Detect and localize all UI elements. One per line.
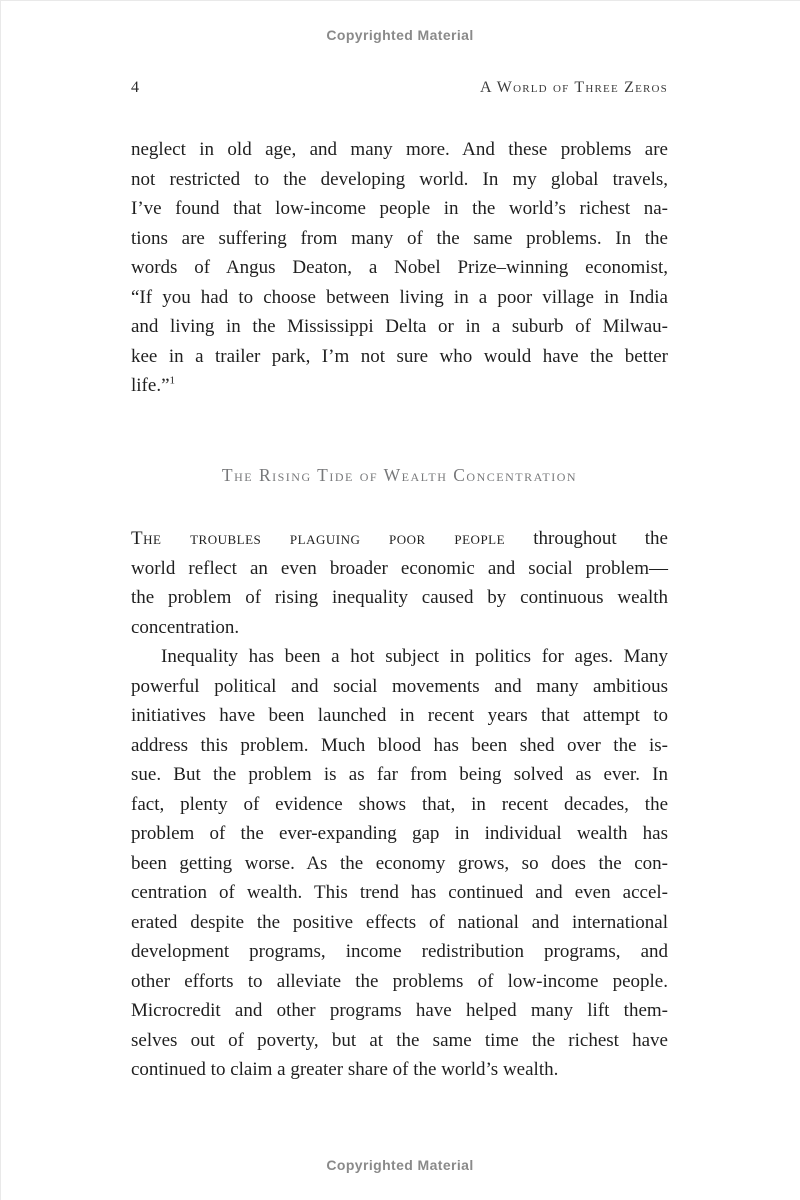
lead-rest: throughout the	[505, 528, 668, 549]
text-line: continued to claim a greater share of the world’s wealth.	[131, 1059, 559, 1080]
copyright-banner-bottom: Copyrighted Material	[326, 1157, 474, 1173]
text-line: erated despite the positive effects of national and international	[131, 911, 668, 933]
quote-end: life.”	[131, 375, 170, 396]
text-line: kee in a trailer park, I’m not sure who would have the better	[131, 345, 668, 367]
text-line: other efforts to alleviate the problems of low-income people.	[131, 970, 668, 992]
text-line	[131, 524, 668, 554]
page-number: 4	[131, 79, 139, 96]
text-line: sue. But the problem is as far from being solved as ever. In	[131, 764, 668, 785]
text-line: I’ve found that low-income people in the world’s richest na-	[131, 198, 668, 219]
text-line: world reflect an even broader economic and social problem—	[131, 557, 668, 579]
text-line: selves out of poverty, but at the same time the richest have	[131, 1029, 668, 1051]
text-line: been getting worse. As the economy grows, so does the con-	[131, 852, 668, 874]
text-line: words of Angus Deaton, a Nobel Prize–winning economist,	[131, 257, 668, 278]
text-line	[131, 371, 668, 401]
text-line: neglect in old age, and many more. And these problems are	[131, 139, 668, 160]
text-line: not restricted to the developing world. In my global travels,	[131, 168, 668, 190]
text-line: Microcredit and other programs have helped many lift them-	[131, 1000, 668, 1021]
smallcaps-lead: The troubles plaguing poor people	[131, 528, 506, 549]
text-line: “If you had to choose between living in a poor village in India	[131, 286, 668, 308]
text-line: Inequality has been a hot subject in politics for ages. Many	[161, 646, 668, 667]
text-line: development programs, income redistribution programs, and	[131, 941, 668, 962]
text-line: problem of the ever-expanding gap in individual wealth has	[131, 823, 668, 844]
copyright-banner-top: Copyrighted Material	[326, 27, 474, 43]
text-line: tions are suffering from many of the same problems. In the	[131, 227, 668, 249]
running-head: A World of Three Zeros	[480, 79, 668, 96]
page-header	[131, 79, 668, 97]
text-line: centration of wealth. This trend has continued and even accel-	[131, 882, 668, 903]
text-line: powerful political and social movements and many ambitious	[131, 675, 668, 697]
paragraph-intro	[131, 135, 668, 401]
text-line: concentration.	[131, 616, 240, 638]
text-line: the problem of rising inequality caused by continuous wealth	[131, 587, 668, 608]
text-line: fact, plenty of evidence shows that, in recent decades, the	[131, 793, 668, 815]
text-line: address this problem. Much blood has been shed over the is-	[131, 734, 668, 756]
footnote-marker: 1	[169, 374, 176, 387]
paragraph-body	[131, 524, 668, 1085]
text-line: and living in the Mississippi Delta or in a suburb of Milwau-	[131, 316, 668, 337]
section-heading: The Rising Tide of Wealth Concentration	[221, 465, 578, 485]
text-line: initiatives have been launched in recent years that attempt to	[131, 705, 668, 726]
